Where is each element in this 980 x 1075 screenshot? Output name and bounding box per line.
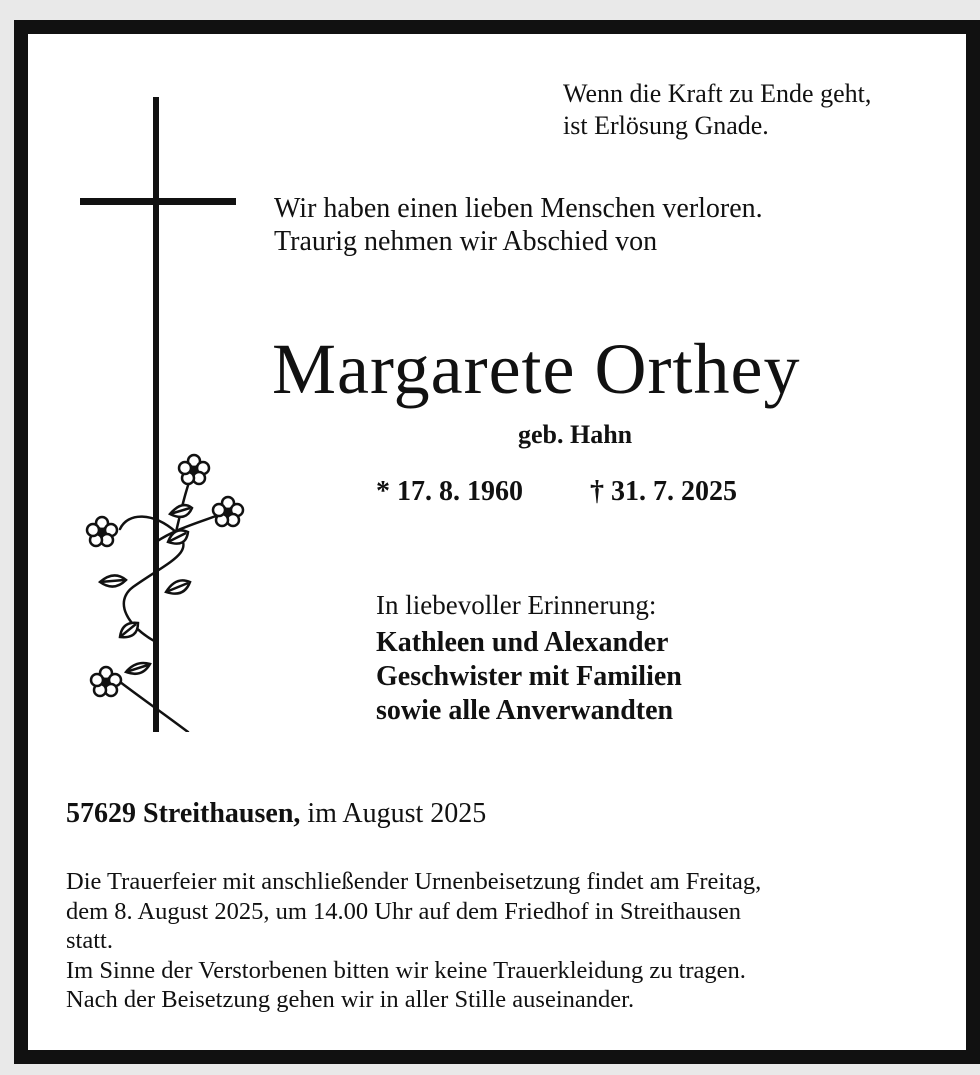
- intro-line: Traurig nehmen wir Abschied von: [274, 226, 658, 257]
- death-date: † 31. 7. 2025: [590, 476, 737, 507]
- place-and-date: [66, 798, 486, 830]
- place-date: im August 2025: [300, 798, 487, 829]
- cross-with-flowers-icon: [58, 82, 258, 732]
- birth-date: * 17. 8. 1960: [376, 476, 523, 507]
- service-line: dem 8. August 2025, um 14.00 Uhr auf dem Friedhof in Streithausen: [66, 897, 742, 925]
- quote-line: ist Erlösung Gnade.: [563, 111, 769, 140]
- mourners-list: [376, 626, 682, 728]
- quote: [563, 78, 871, 142]
- intro-line: Wir haben einen lieben Menschen verloren.: [274, 193, 763, 224]
- deceased-name: Margarete Orthey: [272, 329, 801, 409]
- service-line: Im Sinne der Verstorbenen bitten wir keine Trauerkleidung zu tragen.: [66, 956, 746, 984]
- service-line: Die Trauerfeier mit anschließender Urnenbeisetzung findet am Freitag,: [66, 868, 762, 895]
- life-dates: [376, 476, 737, 508]
- memorial-label: In liebevoller Erinnerung:: [376, 590, 657, 620]
- maiden-name: geb. Hahn: [518, 420, 633, 449]
- mourner-line: Geschwister mit Familien: [376, 661, 682, 692]
- obituary-notice: [14, 20, 980, 1064]
- service-info: [66, 867, 946, 1015]
- intro-text: [274, 192, 763, 258]
- mourner-line: sowie alle Anverwandten: [376, 695, 674, 726]
- place-location: 57629 Streithausen,: [66, 798, 301, 829]
- service-line: statt.: [66, 927, 113, 954]
- service-line: Nach der Beisetzung gehen wir in aller Stille auseinander.: [66, 986, 635, 1013]
- mourner-line: Kathleen und Alexander: [376, 627, 669, 658]
- quote-line: Wenn die Kraft zu Ende geht,: [563, 79, 872, 108]
